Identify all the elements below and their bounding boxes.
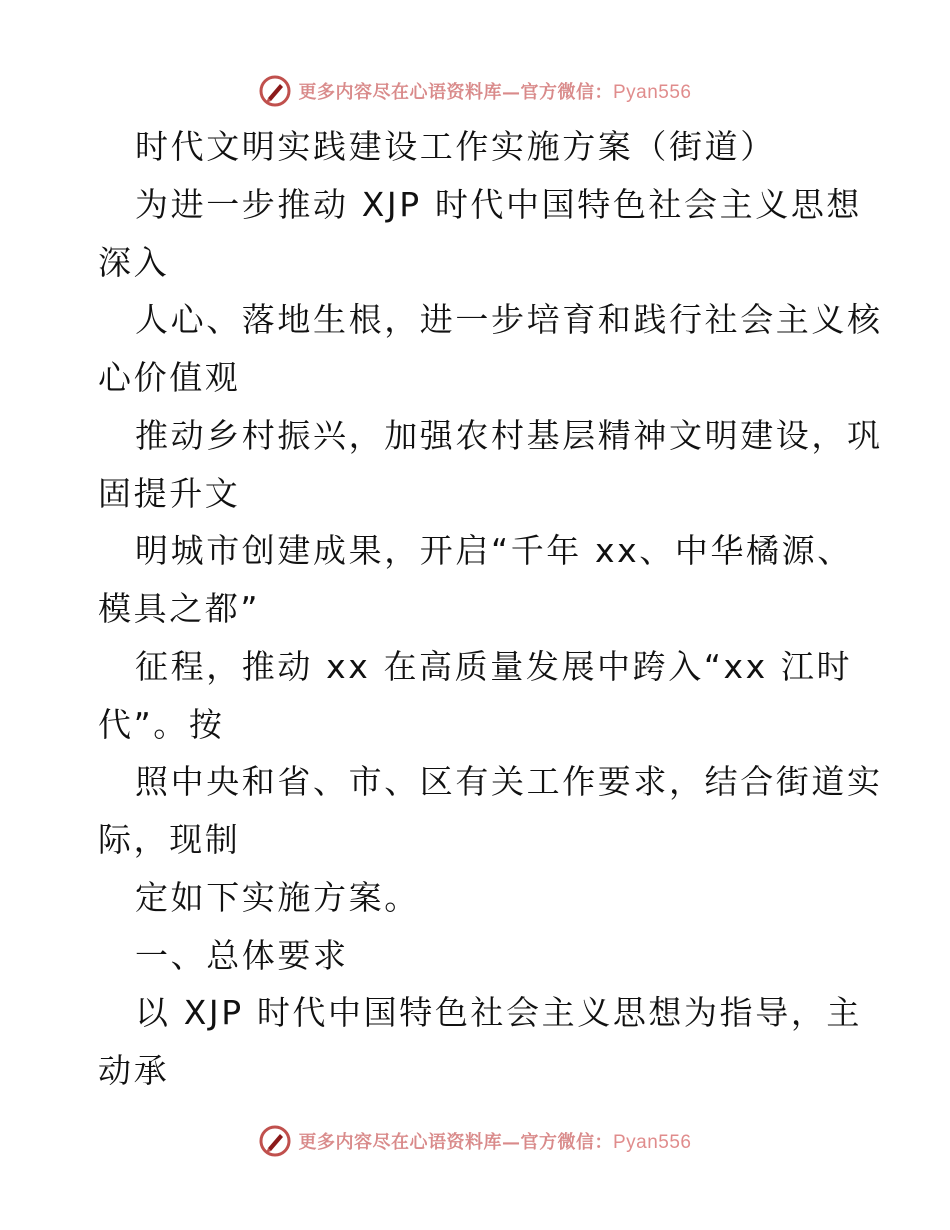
- header-watermark: [0, 71, 950, 111]
- watermark-account: Pyan556: [612, 1132, 692, 1153]
- paragraph-line: 深入: [98, 243, 170, 282]
- paragraph-line: 心价值观: [98, 358, 241, 397]
- paragraph-line: 代”。按: [98, 705, 225, 744]
- footer-watermark: [0, 1121, 950, 1161]
- section-heading: 一、总体要求: [135, 936, 349, 975]
- paragraph-line: 以 XJP 时代中国特色社会主义思想为指导，主: [135, 993, 863, 1032]
- paragraph-line: 为进一步推动 XJP 时代中国特色社会主义思想: [135, 185, 863, 224]
- paragraph-line: 际，现制: [98, 820, 241, 859]
- watermark-text: 更多内容尽在心语资料库—官方微信：Pyan556: [298, 82, 692, 103]
- watermark-account: Pyan556: [612, 82, 692, 103]
- paragraph-line: 模具之都”: [98, 589, 261, 628]
- paragraph-line: 动承: [98, 1051, 170, 1090]
- paragraph-line: 明城市创建成果，开启“千年 xx、中华橘源、: [135, 531, 853, 570]
- paragraph-line: 定如下实施方案。: [135, 878, 420, 917]
- paragraph-line: 固提升文: [98, 474, 241, 513]
- pen-logo-icon: [258, 1124, 292, 1158]
- watermark-text: 更多内容尽在心语资料库—官方微信：Pyan556: [298, 1132, 692, 1153]
- document-title: 时代文明实践建设工作实施方案（街道）: [135, 127, 776, 166]
- pen-logo-icon: [258, 74, 292, 108]
- paragraph-line: 照中央和省、市、区有关工作要求，结合街道实: [135, 762, 883, 801]
- paragraph-line: 人心、落地生根，进一步培育和践行社会主义核: [135, 300, 883, 339]
- paragraph-line: 推动乡村振兴，加强农村基层精神文明建设，巩: [135, 416, 883, 455]
- paragraph-line: 征程，推动 xx 在高质量发展中跨入“xx 江时: [135, 647, 853, 686]
